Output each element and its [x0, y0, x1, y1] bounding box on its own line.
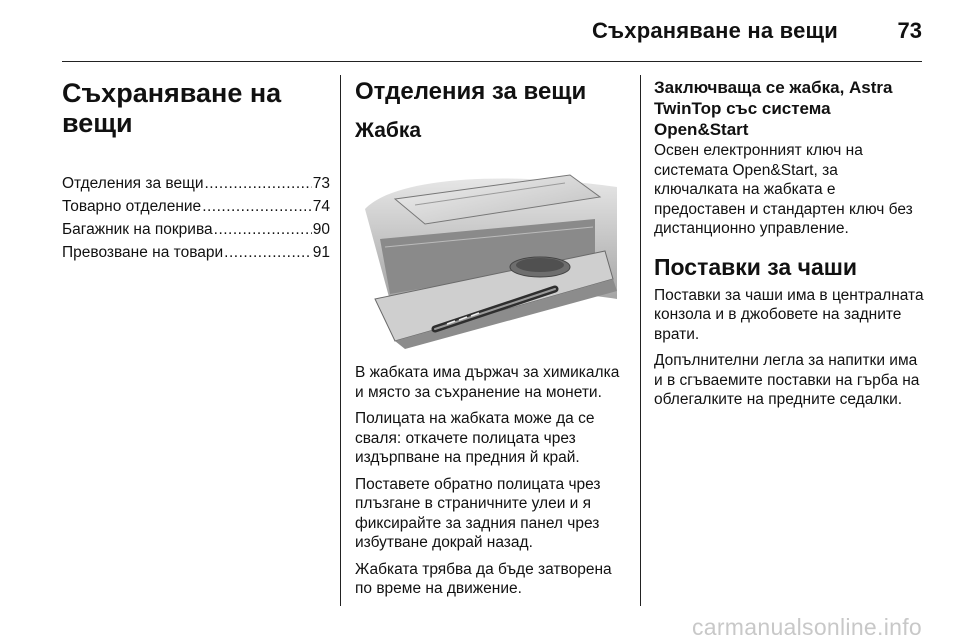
- locking-glovebox-heading: Заключваща се жабка, Astra TwinTop със система Open&Start: [654, 78, 893, 139]
- page-number: 73: [897, 18, 922, 43]
- toc-entry-2[interactable]: [62, 218, 330, 241]
- subsection-heading: Жабка: [355, 119, 422, 142]
- glovebox-column: [355, 72, 623, 599]
- running-title: Съхраняване на вещи: [591, 18, 838, 43]
- paragraph: Жабката трябва да бъде затворена по време на движение.: [355, 560, 612, 597]
- cupholders-heading: Поставки за чаши: [654, 253, 858, 280]
- watermark: carmanualsonline.info: [691, 614, 922, 640]
- paragraph: В жабката има държач за химикалка и място за съхранение на монети.: [355, 364, 620, 401]
- header-rule: [62, 61, 922, 62]
- paragraph: Поставки за чаши има в централната конзола и в джобовете на задните врати.: [654, 286, 924, 343]
- toc-leader: [224, 241, 312, 264]
- paragraph: Допълнителни легла за напитки има и в сгъваемите поставки на гърба на облегалките на предните седалки.: [654, 352, 920, 408]
- toc-page: 74: [312, 198, 330, 215]
- column-divider-1: [340, 75, 341, 606]
- toc-leader: [205, 172, 312, 195]
- toc-label: Товарно отделение: [62, 198, 202, 215]
- toc-label: Отделения за вещи: [62, 175, 204, 192]
- toc-leader: [214, 218, 312, 241]
- section-heading: Отделения за вещи: [355, 78, 587, 105]
- toc-entry-1[interactable]: [62, 195, 330, 218]
- glovebox-illustration: [355, 169, 623, 349]
- glovebox-drawing: [355, 169, 623, 349]
- toc-page: 90: [312, 221, 330, 238]
- toc-leader: [202, 195, 312, 218]
- column-divider-2: [640, 75, 641, 606]
- toc-page: 73: [312, 175, 330, 192]
- chapter-heading: Съхраняване на вещи: [62, 78, 282, 138]
- toc-label: Превозване на товари: [62, 244, 224, 261]
- right-column: [654, 72, 926, 410]
- table-of-contents: [62, 172, 330, 264]
- paragraph: Освен електронният ключ на системата Open&Start, за ключалката на жабката е предоставен и стандартен ключ без дистанционно управление.: [654, 142, 913, 237]
- toc-page: 91: [312, 244, 330, 261]
- paragraph: Полицата на жабката може да се сваля: откачете полицата чрез издърпване на предния й край.: [355, 410, 595, 466]
- paragraph: Поставете обратно полицата чрез плъзгане в страничните улеи и я фиксирайте за задния панел чрез избутване докрай назад.: [355, 475, 601, 551]
- toc-entry-0[interactable]: [62, 172, 330, 195]
- chapter-column: [62, 72, 330, 264]
- toc-label: Багажник на покрива: [62, 221, 213, 238]
- toc-entry-3[interactable]: [62, 241, 330, 264]
